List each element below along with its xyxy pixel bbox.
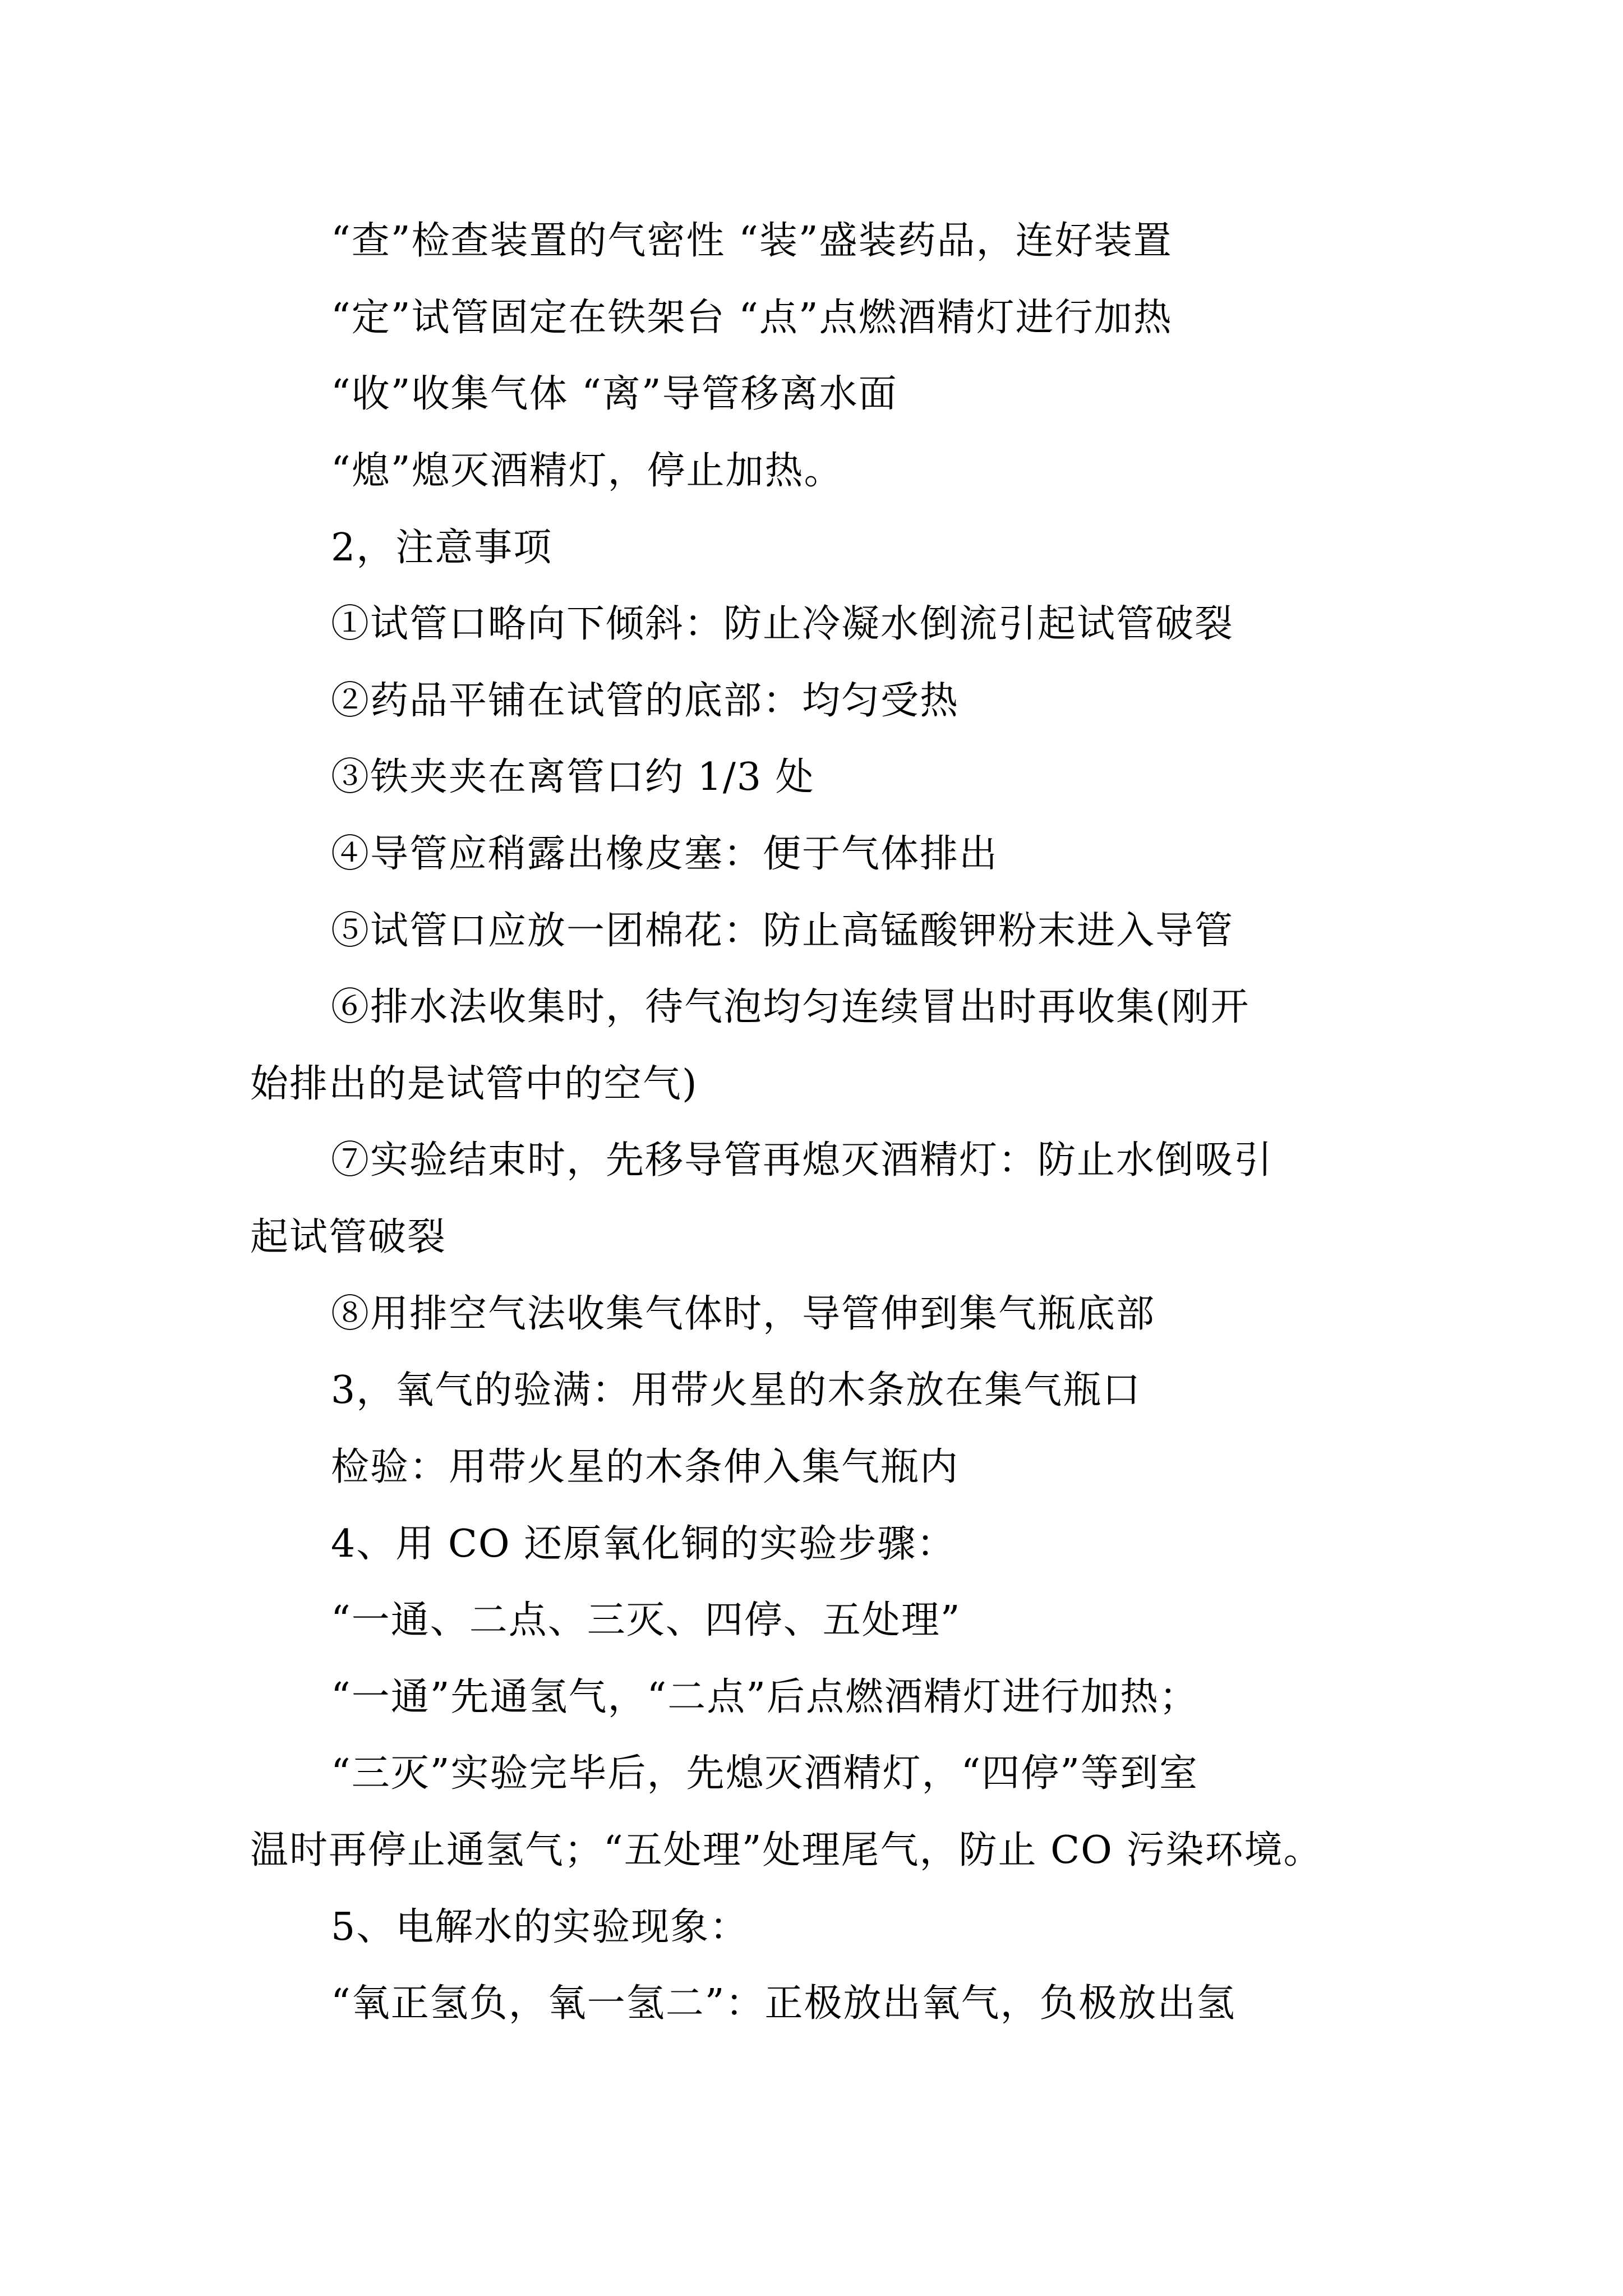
note-item-5: ⑤试管口应放一团棉花：防止高锰酸钾粉末进入导管 xyxy=(331,909,1234,953)
note-item-7: ⑦实验结束时，先移导管再熄灭酒精灯：防止水倒吸引 xyxy=(331,1138,1274,1182)
note-item-8: ⑧用排空气法收集气体时，导管伸到集气瓶底部 xyxy=(331,1292,1156,1336)
note-item-7-continued: 起试管破裂 xyxy=(250,1215,447,1259)
section-heading-co-steps: 4、用 CO 还原氧化铜的实验步骤： xyxy=(331,1522,956,1566)
text-line-oxygen-test: 检验：用带火星的木条伸入集气瓶内 xyxy=(331,1445,960,1489)
text-line-steps-1-2: “一通”先通氢气，“二点”后点燃酒精灯进行加热； xyxy=(331,1675,1199,1719)
note-item-6-continued: 始排出的是试管中的空气) xyxy=(250,1062,698,1106)
text-line-fix-ignite: “定”试管固定在铁架台 “点”点燃酒精灯进行加热 xyxy=(331,296,1173,340)
text-line-electrolysis: “氧正氢负，氧一氢二”：正极放出氧气，负极放出氢 xyxy=(331,1981,1236,2026)
text-line-extinguish: “熄”熄灭酒精灯，停止加热。 xyxy=(331,449,843,493)
text-line-steps-continued: 温时再停止通氢气；“五处理”处理尾气，防止 CO 污染环境。 xyxy=(250,1828,1323,1872)
note-item-4: ④导管应稍露出橡皮塞：便于气体排出 xyxy=(331,832,999,876)
text-line-steps-3-4: “三灭”实验完毕后，先熄灭酒精灯，“四停”等到室 xyxy=(331,1751,1199,1796)
section-heading-oxygen-full: 3，氧气的验满：用带火星的木条放在集气瓶口 xyxy=(331,1368,1142,1412)
note-item-3: ③铁夹夹在离管口约 1/3 处 xyxy=(331,755,815,799)
note-item-6: ⑥排水法收集时，待气泡均匀连续冒出时再收集(刚开 xyxy=(331,985,1250,1029)
section-heading-electrolysis: 5、电解水的实验现象： xyxy=(331,1905,749,1949)
text-line-check-load: “查”检查装置的气密性 “装”盛装药品，连好装置 xyxy=(331,219,1173,263)
section-heading-notes: 2，注意事项 xyxy=(331,526,553,570)
text-line-collect-remove: “收”收集气体 “离”导管移离水面 xyxy=(331,372,898,416)
note-item-1: ①试管口略向下倾斜：防止冷凝水倒流引起试管破裂 xyxy=(331,602,1234,646)
note-item-2: ②药品平铺在试管的底部：均匀受热 xyxy=(331,679,960,723)
text-line-steps-summary: “一通、二点、三灭、四停、五处理” xyxy=(331,1598,961,1642)
